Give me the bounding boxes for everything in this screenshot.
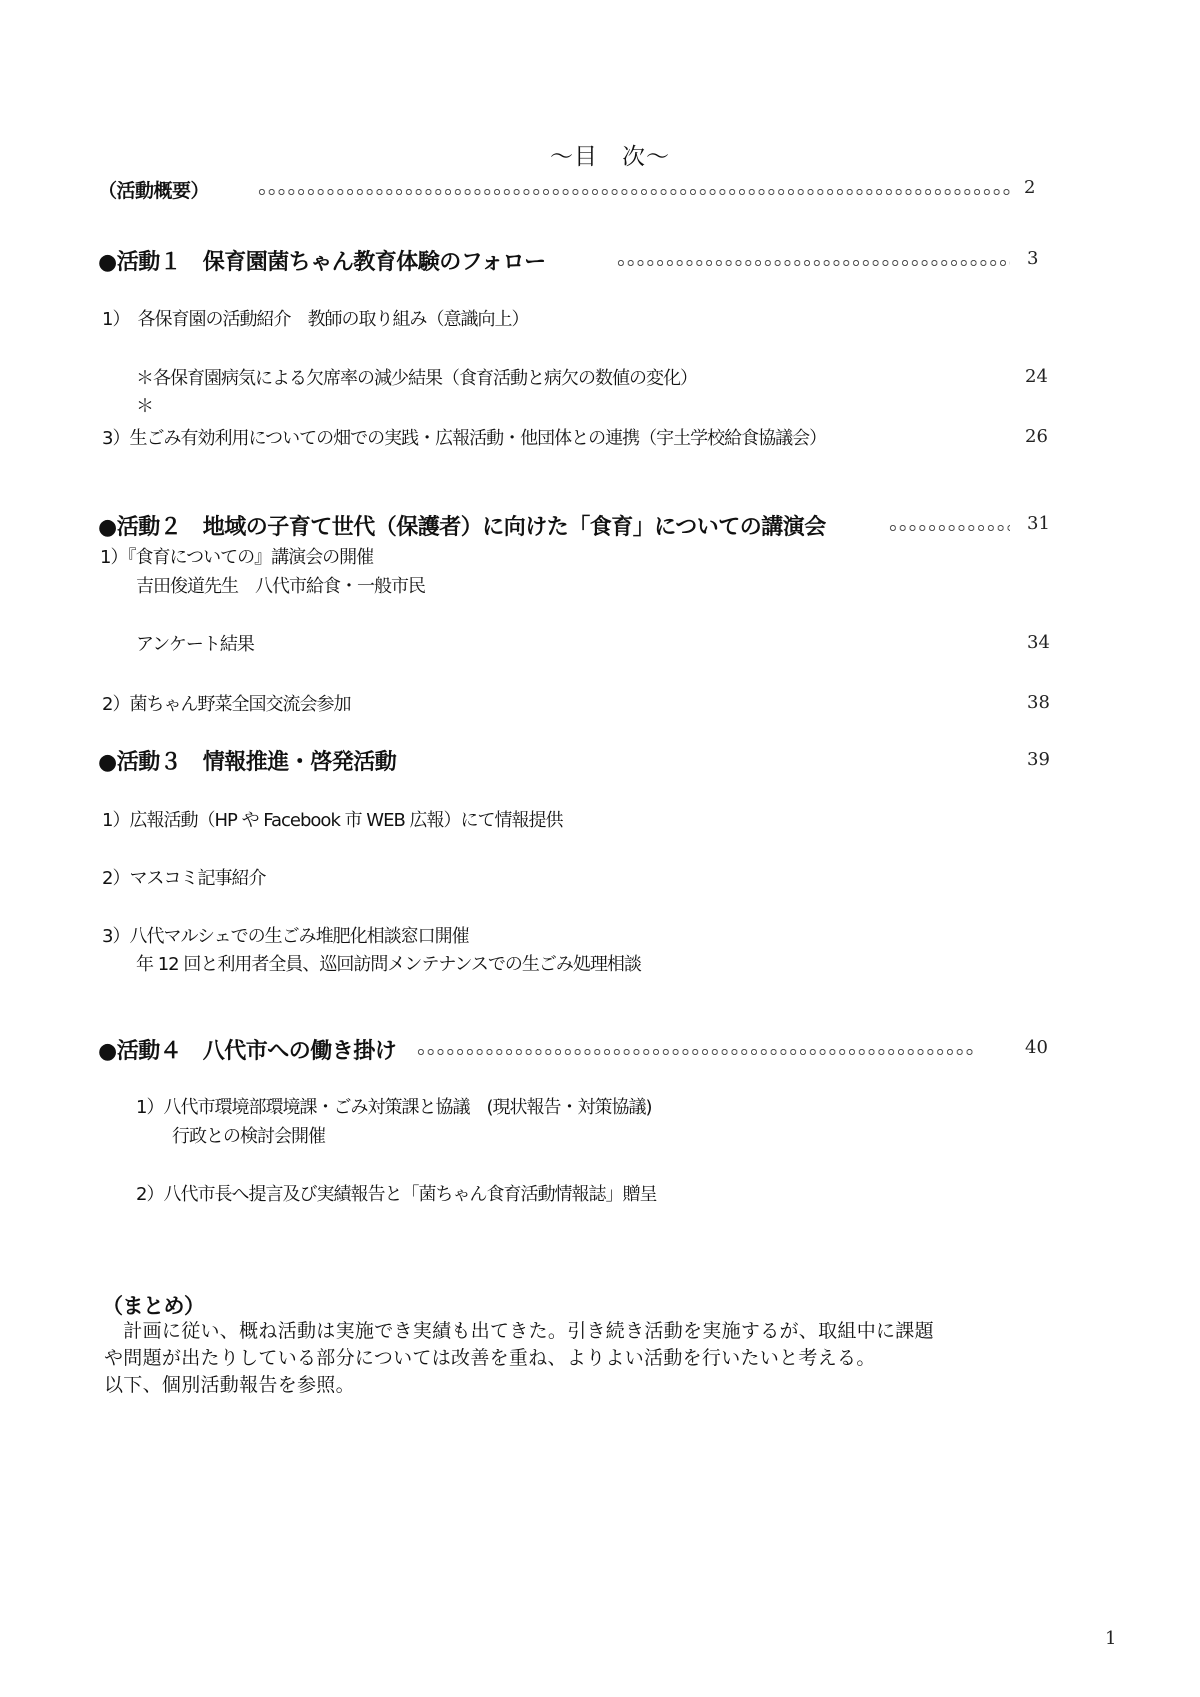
activity-2-page-number: 31	[1027, 513, 1050, 534]
activity-2-item-3-page: 34	[1027, 632, 1050, 653]
activity-1-item-4: 3）生ごみ有効利用についての畑での実践・広報活動・他団体との連携（宇土学校給食協議会）	[102, 428, 827, 449]
activity-3-page-number: 39	[1027, 749, 1050, 770]
activity-1-item-1: 1） 各保育園の活動紹介 教師の取り組み（意識向上）	[102, 309, 529, 330]
page-number: 1	[1105, 1628, 1117, 1649]
activity-2-item-3: アンケート結果	[136, 634, 254, 655]
activity-3-item-2: 2）マスコミ記事紹介	[102, 868, 266, 889]
activity-1-item-3: ＊	[136, 396, 153, 417]
activity-2-item-4: 2）菌ちゃん野菜全国交流会参加	[102, 694, 351, 715]
summary-line-1: 計画に従い、概ね活動は実施でき実績も出てきた。引き続き活動を実施するが、取組中に課題	[104, 1320, 934, 1342]
activity-4-item-1: 1）八代市環境部環境課・ごみ対策課と協議 (現状報告・対策協議)	[136, 1097, 652, 1118]
leader-dots	[888, 523, 1010, 533]
leader-dots	[257, 187, 1010, 197]
activity-2-heading[interactable]: ●活動２ 地域の子育て世代（保護者）に向けた「食育」についての講演会	[98, 515, 826, 540]
activity-1-page-number: 3	[1027, 248, 1039, 269]
activity-1-item-4-page: 26	[1025, 426, 1048, 447]
summary-line-2: や問題が出たりしている部分については改善を重ね、よりよい活動を行いたいと考える。	[104, 1347, 876, 1369]
activity-1-heading[interactable]: ●活動１ 保育園菌ちゃん教育体験のフォロー	[98, 250, 546, 275]
activity-1-item-2-page: 24	[1025, 366, 1048, 387]
summary-line-3: 以下、個別活動報告を参照。	[104, 1374, 355, 1396]
overview-page-number: 2	[1024, 177, 1036, 198]
leader-dots	[416, 1047, 976, 1057]
activity-4-page-number: 40	[1025, 1037, 1048, 1058]
activity-3-heading[interactable]: ●活動３ 情報推進・啓発活動	[98, 750, 397, 775]
activity-2-item-1: 1）『食育についての』講演会の開催	[100, 547, 374, 568]
activity-3-item-3: 3）八代マルシェでの生ごみ堆肥化相談窓口開催	[102, 926, 469, 947]
toc-title: ～目 次～	[550, 144, 670, 170]
overview-label: （活動概要）	[98, 180, 210, 202]
activity-3-item-1: 1）広報活動（HP や Facebook 市 WEB 広報）にて情報提供	[102, 810, 563, 831]
activity-4-item-2: 行政との検討会開催	[172, 1126, 325, 1147]
activity-4-item-3: 2）八代市長へ提言及び実績報告と「菌ちゃん食育活動情報誌」贈呈	[136, 1184, 657, 1205]
leader-dots	[616, 258, 1010, 268]
activity-3-item-4: 年 12 回と利用者全員、巡回訪問メンテナンスでの生ごみ処理相談	[136, 954, 641, 975]
activity-2-item-2: 吉田俊道先生 八代市給食・一般市民	[136, 576, 425, 597]
activity-1-item-2: ＊各保育園病気による欠席率の減少結果（食育活動と病欠の数値の変化）	[136, 368, 697, 389]
summary-heading: （まとめ）	[102, 1294, 205, 1318]
activity-4-heading[interactable]: ●活動４ 八代市への働き掛け	[98, 1039, 397, 1064]
activity-2-item-4-page: 38	[1027, 692, 1050, 713]
summary-body	[104, 1318, 934, 1399]
